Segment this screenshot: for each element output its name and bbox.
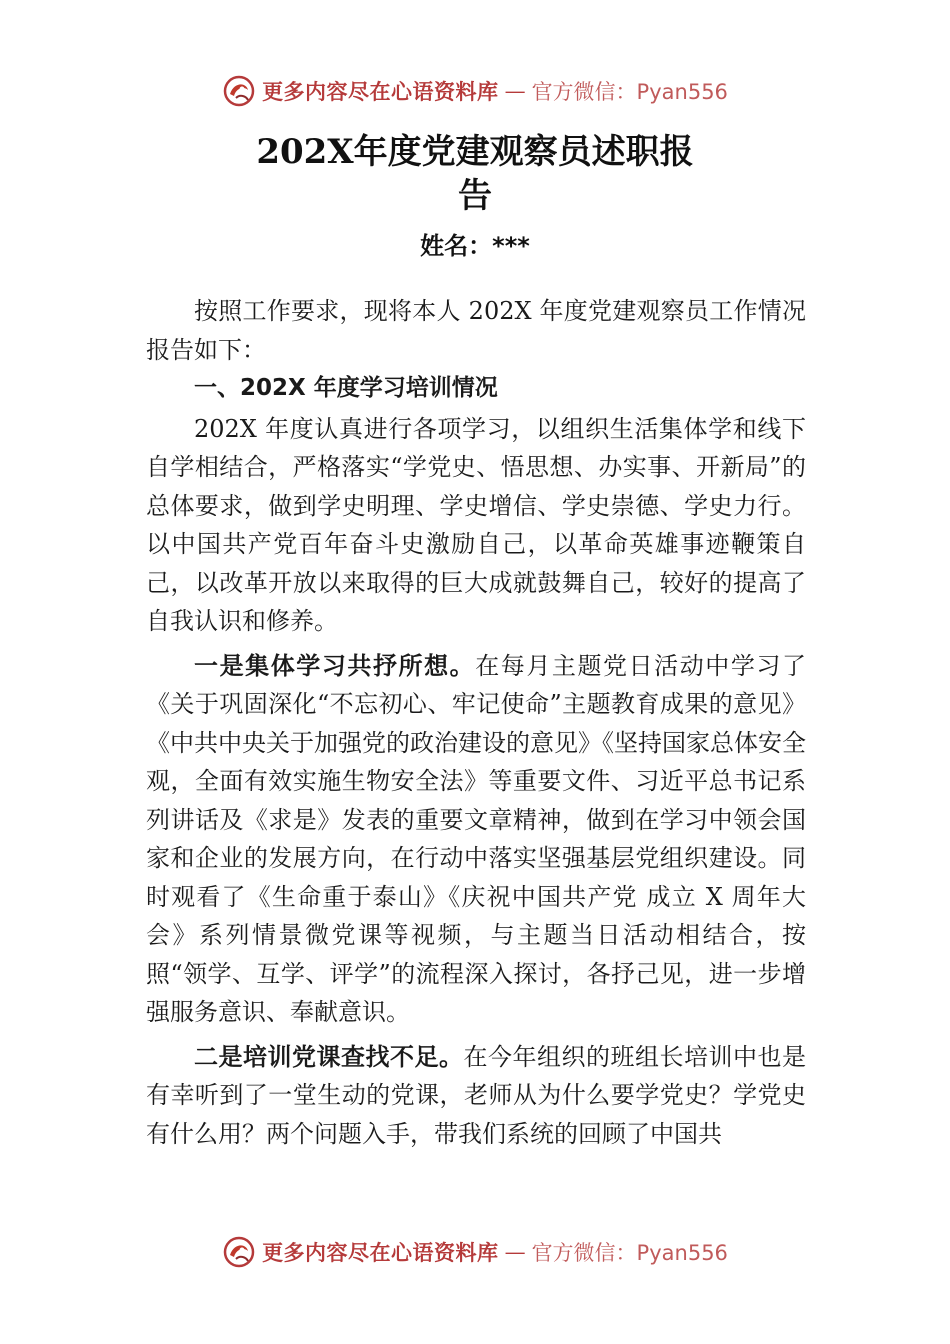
swirl-logo-icon (222, 74, 256, 108)
point-2-paragraph (146, 1038, 806, 1154)
point-2-lead: 二是培训党课查找不足。 (194, 1042, 464, 1071)
footer-watermark (0, 1235, 950, 1269)
point-1-paragraph (146, 647, 806, 1032)
point-2-body: 在今年组织的班组长培训中也是有幸听到了一堂生动的党课，老师从为什么要学党史？学党史有什么用？两个问题入手，带我们系统的回顾了中国共 (146, 1042, 806, 1148)
swirl-logo-icon (222, 1235, 256, 1269)
author-line: 姓名：*** (420, 232, 530, 260)
watermark-wechat-text: 官方微信：Pyan556 (531, 1241, 728, 1265)
intro-paragraph: 按照工作要求，现将本人 202X 年度党建观察员工作情况报告如下： (146, 297, 806, 364)
watermark-separator: — (504, 1240, 526, 1264)
watermark-wechat-text: 官方微信：Pyan556 (531, 80, 728, 104)
point-1-body: 在每月主题党日活动中学习了《关于巩固深化“不忘初心、牢记使命”主题教育成果的意见》《中共中央关于加强党的政治建设的意见》《坚持国家总体安全观，全面有效实施生物安全法》等重要文件、习近平总书记系列讲话及《求是》发表的重要文章精神，做到在学习中领会国家和企业的发展方向，在行动中落实坚强基层党组织建设。同时观看了《生命重于泰山》《庆祝中国共产党 成立 X 周年大会》系列情景微党课等视频，与主题当日活动相结合，按照“领学、互学、评学”的流程深入探讨，各抒己见，进一步增强服务意识、奉献意识。 (146, 651, 807, 1026)
watermark-site-text: 更多内容尽在心语资料库 (262, 1240, 499, 1265)
document-body (146, 292, 806, 1153)
title-line-2: 告 (458, 176, 492, 216)
section-1-paragraph: 202X 年度认真进行各项学习，以组织生活集体学和线下自学相结合，严格落实“学党史、悟思想、办实事、开新局”的总体要求，做到学史明理、学史增信、学史崇德、学史力行。以中国共产党百年奋斗史激励自己，以革命英雄事迹鞭策自己，以改革开放以来取得的巨大成就鼓舞自己，较好的提高了自我认识和修养。 (146, 414, 806, 635)
section-1-heading: 一、202X 年度学习培训情况 (194, 375, 498, 401)
header-watermark (0, 74, 950, 108)
watermark-site-text: 更多内容尽在心语资料库 (262, 79, 499, 104)
document-title (0, 130, 950, 218)
point-1-lead: 一是集体学习共抒所想。 (194, 651, 476, 680)
watermark-separator: — (504, 79, 526, 103)
title-line-1: 202X年度党建观察员述职报 (256, 132, 694, 172)
